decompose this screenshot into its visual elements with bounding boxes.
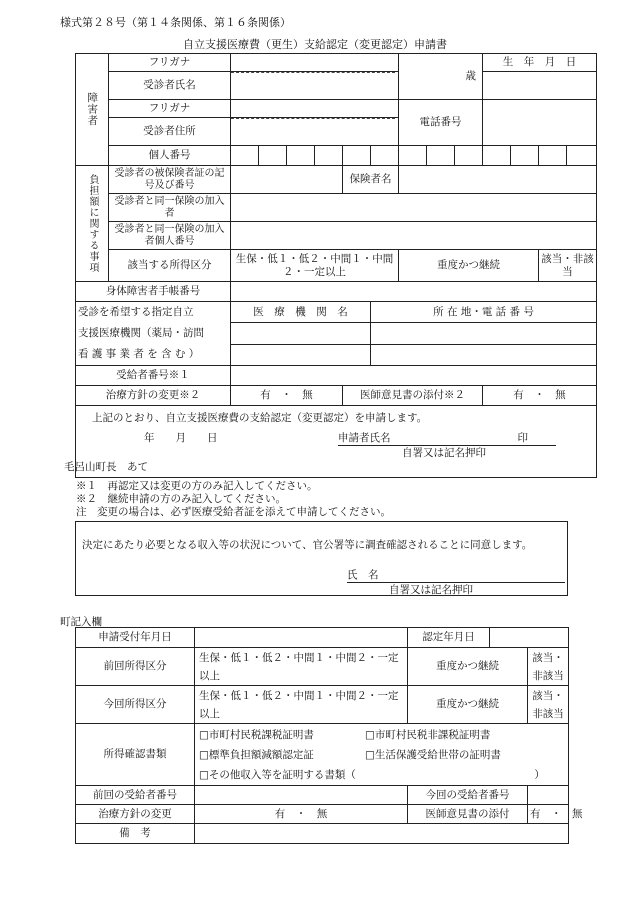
birth-date-header: 生 年 月 日	[483, 54, 597, 72]
policy-change-options[interactable]: 有 ・ 無	[231, 386, 343, 406]
institution-name-field-2[interactable]	[231, 344, 371, 365]
applicant-signature-line[interactable]	[338, 432, 556, 446]
form-title: 自立支援医療費（更生）支給認定（変更認定）申請書	[183, 38, 447, 51]
prev-heavy-options[interactable]: 該当・非該当	[528, 648, 569, 686]
curr-recipient-field[interactable]	[528, 786, 569, 805]
insurer-field[interactable]	[399, 166, 597, 194]
number-cell[interactable]	[399, 146, 427, 166]
insurance-card-label: 受診者の被保険者証の記号及び番号	[109, 166, 231, 194]
addressee: 毛呂山町長 あて	[64, 461, 148, 473]
income-class-options[interactable]: 生保・低１・低２・中間１・中間２・一定以上	[231, 250, 399, 282]
heavy-options[interactable]: 該当・非該当	[539, 250, 597, 282]
insurer-label: 保険者名	[343, 166, 399, 194]
consent-box	[75, 521, 568, 596]
seal-mark: 印	[517, 432, 528, 444]
name-label: 受診者氏名	[109, 72, 231, 100]
same-insurance-number-label: 受診者と同一保険の加入者個人番号	[109, 222, 231, 250]
same-insurance-field[interactable]	[231, 194, 597, 222]
town-heading: 町記入欄	[60, 616, 102, 628]
institution-address-field-2[interactable]	[371, 344, 597, 365]
recipient-number-label: 受給者番号※１	[76, 366, 231, 386]
institution-address-field[interactable]	[371, 323, 597, 344]
institution-address-header: 所 在 地・電 話 番 号	[371, 302, 597, 323]
curr-income-options[interactable]: 生保・低１・低２・中間１・中間２・一定以上	[195, 686, 408, 724]
consent-name-label: 氏 名	[347, 569, 379, 581]
address-label: 受診者住所	[109, 118, 231, 146]
approved-date-label: 認定年月日	[408, 628, 490, 648]
furigana-divider	[231, 72, 395, 73]
number-cell[interactable]	[511, 146, 539, 166]
date-line: 年 月 日	[144, 432, 218, 444]
town-opinion-options[interactable]: 有 ・ 無	[528, 805, 569, 824]
recipient-number-field[interactable]	[231, 366, 597, 386]
phone-field[interactable]	[483, 100, 597, 146]
note-1: ※１ 再認定又は変更の方のみ記入してください。	[76, 480, 318, 492]
furigana2-label: フリガナ	[109, 100, 231, 118]
applicant-signature-note: 自署又は記名押印	[402, 447, 486, 459]
number-cell[interactable]	[427, 146, 455, 166]
town-opinion-label: 医師意見書の添付	[408, 805, 528, 824]
doc-other-checkbox[interactable]: □その他収入等を証明する書類（ ）	[199, 768, 545, 781]
note-2: ※２ 継続申請の方のみ記入してください。	[76, 493, 286, 505]
number-cell[interactable]	[287, 146, 315, 166]
received-date-field[interactable]	[195, 628, 408, 648]
town-table	[75, 627, 583, 844]
same-insurance-label: 受診者と同一保険の加入者	[109, 194, 231, 222]
declaration-text: 上記のとおり、自立支援医療費の支給認定（変更認定）を申請します。	[92, 412, 428, 424]
number-cell[interactable]	[371, 146, 399, 166]
remarks-field[interactable]	[195, 824, 569, 844]
furigana2-divider	[231, 118, 395, 119]
insurance-card-field[interactable]	[231, 166, 343, 194]
prev-recipient-field[interactable]	[195, 786, 408, 805]
age-unit: 歳	[399, 54, 483, 100]
furigana2-field[interactable]	[231, 100, 399, 118]
curr-heavy-label: 重度かつ継続	[408, 686, 528, 724]
income-class-label: 該当する所得区分	[109, 250, 231, 282]
number-cell[interactable]	[315, 146, 343, 166]
consent-text: 決定にあたり必要となる収入等の状況について、官公署等に調査確認されることに同意します。	[82, 539, 533, 551]
note-3: 注 変更の場合は、必ず医療受給者証を添えて申請してください。	[76, 506, 391, 518]
curr-income-label: 今回所得区分	[76, 686, 195, 724]
consent-signature-note: 自署又は記名押印	[389, 584, 473, 596]
number-cell[interactable]	[231, 146, 259, 166]
received-date-label: 申請受付年月日	[76, 628, 195, 648]
patient-section: 障害者	[76, 54, 109, 166]
doc-nontaxation-checkbox[interactable]: □市町村民税非課税証明書	[365, 728, 491, 741]
policy-change-label: 治療方針の変更※２	[76, 386, 231, 406]
furigana-field[interactable]	[231, 54, 399, 72]
number-cell[interactable]	[259, 146, 287, 166]
phone-label: 電話番号	[399, 100, 483, 146]
furigana-label: フリガナ	[109, 54, 231, 72]
individual-number-label: 個人番号	[109, 146, 231, 166]
approved-date-field[interactable]	[490, 628, 569, 648]
number-cell[interactable]	[455, 146, 483, 166]
same-insurance-number-field[interactable]	[231, 222, 597, 250]
curr-heavy-options[interactable]: 該当・非該当	[528, 686, 569, 724]
notes	[76, 480, 391, 519]
declaration-box	[64, 406, 597, 478]
institution-name-header: 医 療 機 関 名	[231, 302, 371, 323]
heavy-label: 重度かつ継続	[399, 250, 539, 282]
opinion-options[interactable]: 有 ・ 無	[483, 386, 597, 406]
curr-recipient-label: 今回の受給者番号	[408, 786, 528, 805]
doc-welfare-checkbox[interactable]: □生活保護受給世帯の証明書	[365, 748, 501, 761]
handbook-field[interactable]	[231, 282, 597, 302]
prev-income-options[interactable]: 生保・低１・低２・中間１・中間２・一定以上	[195, 648, 408, 686]
number-cell[interactable]	[343, 146, 371, 166]
opinion-label: 医師意見書の添付※２	[343, 386, 483, 406]
consent-signature-line[interactable]	[347, 567, 565, 583]
doc-reduction-checkbox[interactable]: □標準負担額減額認定証	[199, 748, 314, 761]
town-policy-options[interactable]: 有 ・ 無	[195, 805, 408, 824]
number-cell[interactable]	[539, 146, 567, 166]
remarks-label: 備 考	[76, 824, 195, 844]
institution-label: 受診を希望する指定自立 支援医療機関（薬局・訪問 看 護 事 業 者 を 含 む ）	[76, 302, 231, 366]
birth-date-field[interactable]	[483, 72, 597, 100]
prev-heavy-label: 重度かつ継続	[408, 648, 528, 686]
name-field[interactable]	[231, 72, 399, 100]
burden-section: 負担額に関する事項	[76, 166, 109, 282]
form-number: 様式第２８号（第１４条関係、第１６条関係）	[60, 16, 291, 29]
number-cell[interactable]	[567, 146, 597, 166]
applicant-label: 申請者氏名	[338, 432, 391, 444]
prev-income-label: 前回所得区分	[76, 648, 195, 686]
number-cell[interactable]	[483, 146, 511, 166]
docs-options	[195, 724, 569, 786]
docs-label: 所得確認書類	[76, 724, 195, 786]
doc-taxation-checkbox[interactable]: □市町村民税課税証明書	[199, 728, 314, 741]
application-table	[64, 53, 597, 478]
town-policy-label: 治療方針の変更	[76, 805, 195, 824]
address-field[interactable]	[231, 118, 399, 146]
handbook-label: 身体障害者手帳番号	[76, 282, 231, 302]
prev-recipient-label: 前回の受給者番号	[76, 786, 195, 805]
institution-name-field[interactable]	[231, 323, 371, 344]
